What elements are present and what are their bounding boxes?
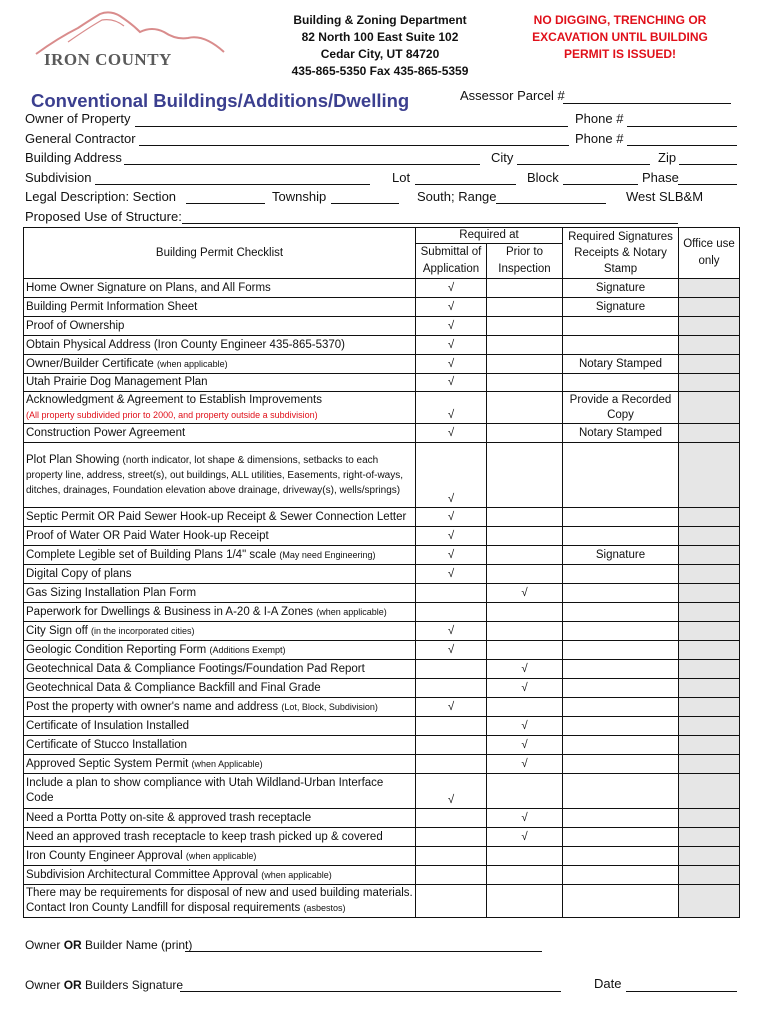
table-row bbox=[24, 622, 740, 641]
prior-check bbox=[487, 698, 563, 717]
item-note: (when applicable) bbox=[261, 869, 332, 880]
prior-check bbox=[487, 279, 563, 298]
checklist-item bbox=[24, 298, 416, 317]
signature-req bbox=[563, 336, 679, 355]
prior-check bbox=[487, 336, 563, 355]
required-at-header: Required at bbox=[416, 228, 563, 244]
phone1-field[interactable] bbox=[627, 112, 737, 127]
prior-check bbox=[487, 866, 563, 885]
table-row bbox=[24, 717, 740, 736]
prior-check bbox=[487, 424, 563, 443]
signature-field[interactable] bbox=[180, 977, 561, 992]
submittal-header: Submittal of Application bbox=[416, 244, 487, 279]
checklist-item bbox=[24, 527, 416, 546]
office-use-cell[interactable] bbox=[679, 336, 740, 355]
checklist-item bbox=[24, 317, 416, 336]
office-use-cell[interactable] bbox=[679, 392, 740, 424]
lot-field[interactable] bbox=[415, 170, 516, 185]
prior-check: √ bbox=[487, 809, 563, 828]
prior-check bbox=[487, 392, 563, 424]
form-title: Conventional Buildings/Additions/Dwelling bbox=[31, 90, 410, 111]
prior-check bbox=[487, 641, 563, 660]
checklist-item bbox=[24, 355, 416, 374]
item-label: Building Permit Information Sheet bbox=[26, 300, 198, 313]
submittal-check: √ bbox=[416, 279, 487, 298]
office-use-cell[interactable] bbox=[679, 641, 740, 660]
table-row bbox=[24, 392, 740, 424]
submittal-check bbox=[416, 828, 487, 847]
submittal-check: √ bbox=[416, 508, 487, 527]
table-row bbox=[24, 679, 740, 698]
office-use-cell[interactable] bbox=[679, 679, 740, 698]
office-use-cell[interactable] bbox=[679, 603, 740, 622]
checklist-item bbox=[24, 698, 416, 717]
office-use-cell[interactable] bbox=[679, 527, 740, 546]
item-label: Geotechnical Data & Compliance Backfill and Final Grade bbox=[26, 681, 321, 694]
contractor-field[interactable] bbox=[139, 131, 569, 146]
checklist-item bbox=[24, 279, 416, 298]
prior-check bbox=[487, 565, 563, 584]
prior-check bbox=[487, 508, 563, 527]
logo-text: IRON COUNTY bbox=[44, 50, 172, 69]
signature-req bbox=[563, 828, 679, 847]
submittal-check: √ bbox=[416, 622, 487, 641]
submittal-check: √ bbox=[416, 527, 487, 546]
item-note: (in the incorporated cities) bbox=[91, 625, 195, 636]
prior-check bbox=[487, 355, 563, 374]
checklist-item bbox=[24, 885, 416, 918]
checklist-header: Building Permit Checklist bbox=[24, 228, 416, 279]
table-row bbox=[24, 641, 740, 660]
office-use-cell[interactable] bbox=[679, 755, 740, 774]
submittal-check bbox=[416, 603, 487, 622]
table-row bbox=[24, 698, 740, 717]
signature-req bbox=[563, 443, 679, 508]
prior-check: √ bbox=[487, 679, 563, 698]
date-field[interactable] bbox=[626, 977, 737, 992]
submittal-check: √ bbox=[416, 374, 487, 392]
item-label: Geotechnical Data & Compliance Footings/Foundation Pad Report bbox=[26, 662, 365, 675]
checklist-item bbox=[24, 660, 416, 679]
table-row bbox=[24, 866, 740, 885]
office-use-cell[interactable] bbox=[679, 298, 740, 317]
signature-req bbox=[563, 847, 679, 866]
signature-req bbox=[563, 660, 679, 679]
prior-check: √ bbox=[487, 755, 563, 774]
submittal-check: √ bbox=[416, 698, 487, 717]
table-row bbox=[24, 584, 740, 603]
table-row bbox=[24, 317, 740, 336]
item-label: Post the property with owner's name and address bbox=[26, 700, 279, 713]
use-field[interactable] bbox=[182, 209, 678, 224]
item-label: Approved Septic System Permit bbox=[26, 757, 189, 770]
submittal-check: √ bbox=[416, 774, 487, 809]
checklist-item bbox=[24, 443, 416, 508]
prior-check bbox=[487, 774, 563, 809]
item-label: Geologic Condition Reporting Form bbox=[26, 643, 207, 656]
dept-city: Cedar City, UT 84720 bbox=[320, 47, 440, 61]
checklist-item bbox=[24, 424, 416, 443]
township-label: Township bbox=[272, 189, 327, 204]
signature-req bbox=[563, 698, 679, 717]
item-label: Home Owner Signature on Plans, and All Forms bbox=[26, 281, 271, 294]
submittal-check: √ bbox=[416, 355, 487, 374]
signature-req: Signature bbox=[563, 546, 679, 565]
item-label: Gas Sizing Installation Plan Form bbox=[26, 586, 197, 599]
checklist-item bbox=[24, 828, 416, 847]
checklist-item bbox=[24, 717, 416, 736]
dig-warning: NO DIGGING, TRENCHING OR EXCAVATION UNTIL BUILDING PERMIT IS ISSUED! bbox=[532, 13, 708, 61]
signature-req: Signature bbox=[563, 298, 679, 317]
prior-check bbox=[487, 527, 563, 546]
dept-name: Building & Zoning Department bbox=[293, 13, 467, 27]
submittal-check bbox=[416, 736, 487, 755]
table-row bbox=[24, 847, 740, 866]
checklist-item bbox=[24, 866, 416, 885]
signature-req bbox=[563, 603, 679, 622]
address-label: Building Address bbox=[25, 150, 122, 165]
table-row bbox=[24, 774, 740, 809]
prior-check: √ bbox=[487, 660, 563, 679]
use-label: Proposed Use of Structure: bbox=[25, 209, 182, 224]
item-red-note: (All property subdivided prior to 2000, and property outside a subdivision) bbox=[26, 409, 318, 420]
prior-check bbox=[487, 298, 563, 317]
item-label: Proof of Water OR Paid Water Hook-up Receipt bbox=[26, 529, 269, 542]
submittal-check bbox=[416, 660, 487, 679]
item-label: Acknowledgment & Agreement to Establish Improvements bbox=[26, 393, 322, 406]
item-label: Paperwork for Dwellings & Business in A-20 & I-A Zones bbox=[26, 605, 313, 618]
item-label: Complete Legible set of Building Plans 1/4" scale bbox=[26, 548, 277, 561]
signature-req bbox=[563, 774, 679, 809]
checklist-item bbox=[24, 847, 416, 866]
table-row bbox=[24, 565, 740, 584]
prior-check bbox=[487, 622, 563, 641]
item-label: Need an approved trash receptacle to keep trash picked up & covered bbox=[26, 830, 383, 843]
permit-checklist-table bbox=[23, 227, 740, 918]
signature-req bbox=[563, 622, 679, 641]
table-row bbox=[24, 279, 740, 298]
checklist-item bbox=[24, 508, 416, 527]
phase-label: Phase bbox=[642, 170, 679, 185]
item-label: Certificate of Insulation Installed bbox=[26, 719, 190, 732]
item-label: Digital Copy of plans bbox=[26, 567, 132, 580]
signature-req bbox=[563, 736, 679, 755]
block-label: Block bbox=[527, 170, 559, 185]
checklist-item bbox=[24, 774, 416, 809]
checklist-item bbox=[24, 336, 416, 355]
table-row bbox=[24, 736, 740, 755]
prior-check: √ bbox=[487, 584, 563, 603]
signature-req bbox=[563, 374, 679, 392]
signature-req bbox=[563, 508, 679, 527]
prior-check bbox=[487, 885, 563, 918]
table-row bbox=[24, 443, 740, 508]
prior-check bbox=[487, 603, 563, 622]
checklist-item bbox=[24, 809, 416, 828]
township-field[interactable] bbox=[331, 189, 399, 204]
subdivision-label: Subdivision bbox=[25, 170, 92, 185]
item-label: Septic Permit OR Paid Sewer Hook-up Receipt & Sewer Connection Letter bbox=[26, 510, 407, 523]
item-label: Plot Plan Showing bbox=[26, 453, 120, 466]
submittal-check: √ bbox=[416, 641, 487, 660]
checklist-item bbox=[24, 392, 416, 424]
prior-check bbox=[487, 546, 563, 565]
office-use-cell[interactable] bbox=[679, 355, 740, 374]
signature-req bbox=[563, 885, 679, 918]
dept-address: 82 North 100 East Suite 102 bbox=[301, 30, 459, 44]
subdivision-field[interactable] bbox=[95, 170, 370, 185]
submittal-check: √ bbox=[416, 424, 487, 443]
submittal-check: √ bbox=[416, 336, 487, 355]
table-row bbox=[24, 374, 740, 392]
legal-label: Legal Description: Section bbox=[25, 189, 177, 204]
parcel-field[interactable] bbox=[563, 89, 731, 104]
item-label: Iron County Engineer Approval bbox=[26, 849, 183, 862]
checklist-item bbox=[24, 641, 416, 660]
submittal-check bbox=[416, 847, 487, 866]
submittal-check: √ bbox=[416, 317, 487, 336]
office-use-cell[interactable] bbox=[679, 736, 740, 755]
office-use-cell[interactable] bbox=[679, 508, 740, 527]
checklist-item bbox=[24, 565, 416, 584]
submittal-check bbox=[416, 679, 487, 698]
signature-req: Notary Stamped bbox=[563, 355, 679, 374]
item-label: Owner/Builder Certificate bbox=[26, 357, 154, 370]
phone2-label: Phone # bbox=[575, 131, 624, 146]
submittal-check bbox=[416, 584, 487, 603]
table-row bbox=[24, 660, 740, 679]
office-use-cell[interactable] bbox=[679, 698, 740, 717]
signature-label: Owner OR Builders Signature bbox=[25, 978, 184, 992]
checklist-item bbox=[24, 603, 416, 622]
prior-header: Prior to Inspection bbox=[487, 244, 563, 279]
submittal-check: √ bbox=[416, 565, 487, 584]
table-row bbox=[24, 424, 740, 443]
office-use-cell[interactable] bbox=[679, 584, 740, 603]
item-label: City Sign off bbox=[26, 624, 88, 637]
table-row bbox=[24, 508, 740, 527]
signatures-header: Required Signatures Receipts & Notary Stamp bbox=[563, 228, 679, 279]
checklist-item bbox=[24, 584, 416, 603]
phase-field[interactable] bbox=[678, 170, 737, 185]
table-row bbox=[24, 809, 740, 828]
signature-req: Signature bbox=[563, 279, 679, 298]
office-use-cell[interactable] bbox=[679, 885, 740, 918]
parcel-label: Assessor Parcel # bbox=[460, 88, 565, 103]
checklist-item bbox=[24, 374, 416, 392]
print-name-field[interactable] bbox=[185, 937, 542, 952]
item-label: There may be requirements for disposal of new and used building materials. Contact Iron County Landfill for disposal requirements bbox=[26, 887, 413, 914]
item-note: (asbestos) bbox=[303, 903, 346, 913]
west-label: West SLB&M bbox=[626, 189, 704, 204]
prior-check bbox=[487, 443, 563, 508]
city-field[interactable] bbox=[517, 150, 650, 165]
prior-check: √ bbox=[487, 736, 563, 755]
submittal-check: √ bbox=[416, 443, 487, 508]
signature-req bbox=[563, 679, 679, 698]
section-field[interactable] bbox=[186, 189, 265, 204]
office-use-cell[interactable] bbox=[679, 866, 740, 885]
submittal-check bbox=[416, 885, 487, 918]
prior-check bbox=[487, 374, 563, 392]
signature-req bbox=[563, 565, 679, 584]
signature-req bbox=[563, 317, 679, 336]
office-use-cell[interactable] bbox=[679, 279, 740, 298]
office-use-cell[interactable] bbox=[679, 717, 740, 736]
checklist-item bbox=[24, 755, 416, 774]
office-use-cell[interactable] bbox=[679, 660, 740, 679]
table-row bbox=[24, 828, 740, 847]
prior-check: √ bbox=[487, 717, 563, 736]
item-note: (when applicable) bbox=[157, 358, 228, 369]
submittal-check bbox=[416, 809, 487, 828]
checklist-item bbox=[24, 546, 416, 565]
submittal-check bbox=[416, 866, 487, 885]
item-note: (when applicable) bbox=[185, 850, 257, 861]
table-row bbox=[24, 336, 740, 355]
item-note: (when applicable) bbox=[316, 606, 387, 617]
signature-req bbox=[563, 717, 679, 736]
range-field[interactable] bbox=[496, 189, 606, 204]
prior-check bbox=[487, 317, 563, 336]
table-row bbox=[24, 755, 740, 774]
print-name-label: Owner OR Builder Name (print) bbox=[25, 938, 193, 952]
item-label: Include a plan to show compliance with Utah Wildland-Urban Interface Code bbox=[26, 777, 384, 804]
item-note: (May need Engineering) bbox=[279, 549, 376, 560]
date-label: Date bbox=[594, 976, 622, 991]
signature-req bbox=[563, 809, 679, 828]
signature-req bbox=[563, 866, 679, 885]
item-label: Construction Power Agreement bbox=[26, 426, 186, 439]
table-row bbox=[24, 885, 740, 918]
submittal-check bbox=[416, 755, 487, 774]
signature-req bbox=[563, 641, 679, 660]
iron-county-logo bbox=[28, 8, 238, 70]
office-use-cell[interactable] bbox=[679, 774, 740, 809]
item-note: (Additions Exempt) bbox=[209, 644, 286, 655]
item-label: Utah Prairie Dog Management Plan bbox=[26, 376, 208, 388]
office-use-cell[interactable] bbox=[679, 622, 740, 641]
item-label: Certificate of Stucco Installation bbox=[26, 738, 188, 751]
contractor-label: General Contractor bbox=[25, 131, 136, 146]
item-label: Obtain Physical Address (Iron County Engineer 435-865-5370) bbox=[26, 338, 345, 351]
table-row bbox=[24, 298, 740, 317]
block-field[interactable] bbox=[563, 170, 638, 185]
table-row bbox=[24, 603, 740, 622]
item-note: (when Applicable) bbox=[191, 758, 263, 769]
table-row bbox=[24, 546, 740, 565]
signature-req: Provide a Recorded Copy bbox=[563, 392, 679, 424]
item-label: Subdivision Architectural Committee Approval bbox=[26, 868, 259, 881]
office-use-cell[interactable] bbox=[679, 424, 740, 443]
office-use-cell[interactable] bbox=[679, 374, 740, 392]
prior-check bbox=[487, 847, 563, 866]
office-use-cell[interactable] bbox=[679, 317, 740, 336]
address-field[interactable] bbox=[124, 150, 480, 165]
submittal-check: √ bbox=[416, 392, 487, 424]
office-use-cell[interactable] bbox=[679, 443, 740, 508]
signature-req bbox=[563, 755, 679, 774]
phone2-field[interactable] bbox=[627, 131, 737, 146]
city-label: City bbox=[491, 150, 514, 165]
zip-field[interactable] bbox=[679, 150, 737, 165]
checklist-item bbox=[24, 622, 416, 641]
submittal-check: √ bbox=[416, 298, 487, 317]
office-use-cell[interactable] bbox=[679, 565, 740, 584]
office-header: Office use only bbox=[679, 228, 740, 279]
office-use-cell[interactable] bbox=[679, 546, 740, 565]
range-label: South; Range bbox=[417, 189, 497, 204]
office-use-cell[interactable] bbox=[679, 828, 740, 847]
signature-req: Notary Stamped bbox=[563, 424, 679, 443]
table-row bbox=[24, 527, 740, 546]
zip-label: Zip bbox=[658, 150, 677, 165]
checklist-item bbox=[24, 679, 416, 698]
submittal-check: √ bbox=[416, 546, 487, 565]
office-use-cell[interactable] bbox=[679, 809, 740, 828]
submittal-check bbox=[416, 717, 487, 736]
dept-phone: 435-865-5350 Fax 435-865-5359 bbox=[291, 64, 469, 78]
office-use-cell[interactable] bbox=[679, 847, 740, 866]
item-label: Need a Portta Potty on-site & approved trash receptacle bbox=[26, 811, 312, 824]
prior-check: √ bbox=[487, 828, 563, 847]
table-row bbox=[24, 355, 740, 374]
lot-label: Lot bbox=[392, 170, 411, 185]
checklist-item bbox=[24, 736, 416, 755]
item-note: (north indicator, lot shape & dimensions, setbacks to each property line, address, street(s), out buildings, ALL utilities, Easements, right-of-ways, ditches, drainages, Foundation elevation above drainage, driveway(s), wells/springs) bbox=[26, 454, 404, 496]
owner-field[interactable] bbox=[135, 112, 568, 127]
phone1-label: Phone # bbox=[575, 111, 624, 126]
item-label: Proof of Ownership bbox=[26, 319, 125, 332]
signature-req bbox=[563, 584, 679, 603]
owner-label: Owner of Property bbox=[25, 111, 131, 126]
signature-req bbox=[563, 527, 679, 546]
item-note: (Lot, Block, Subdivision) bbox=[281, 701, 378, 712]
